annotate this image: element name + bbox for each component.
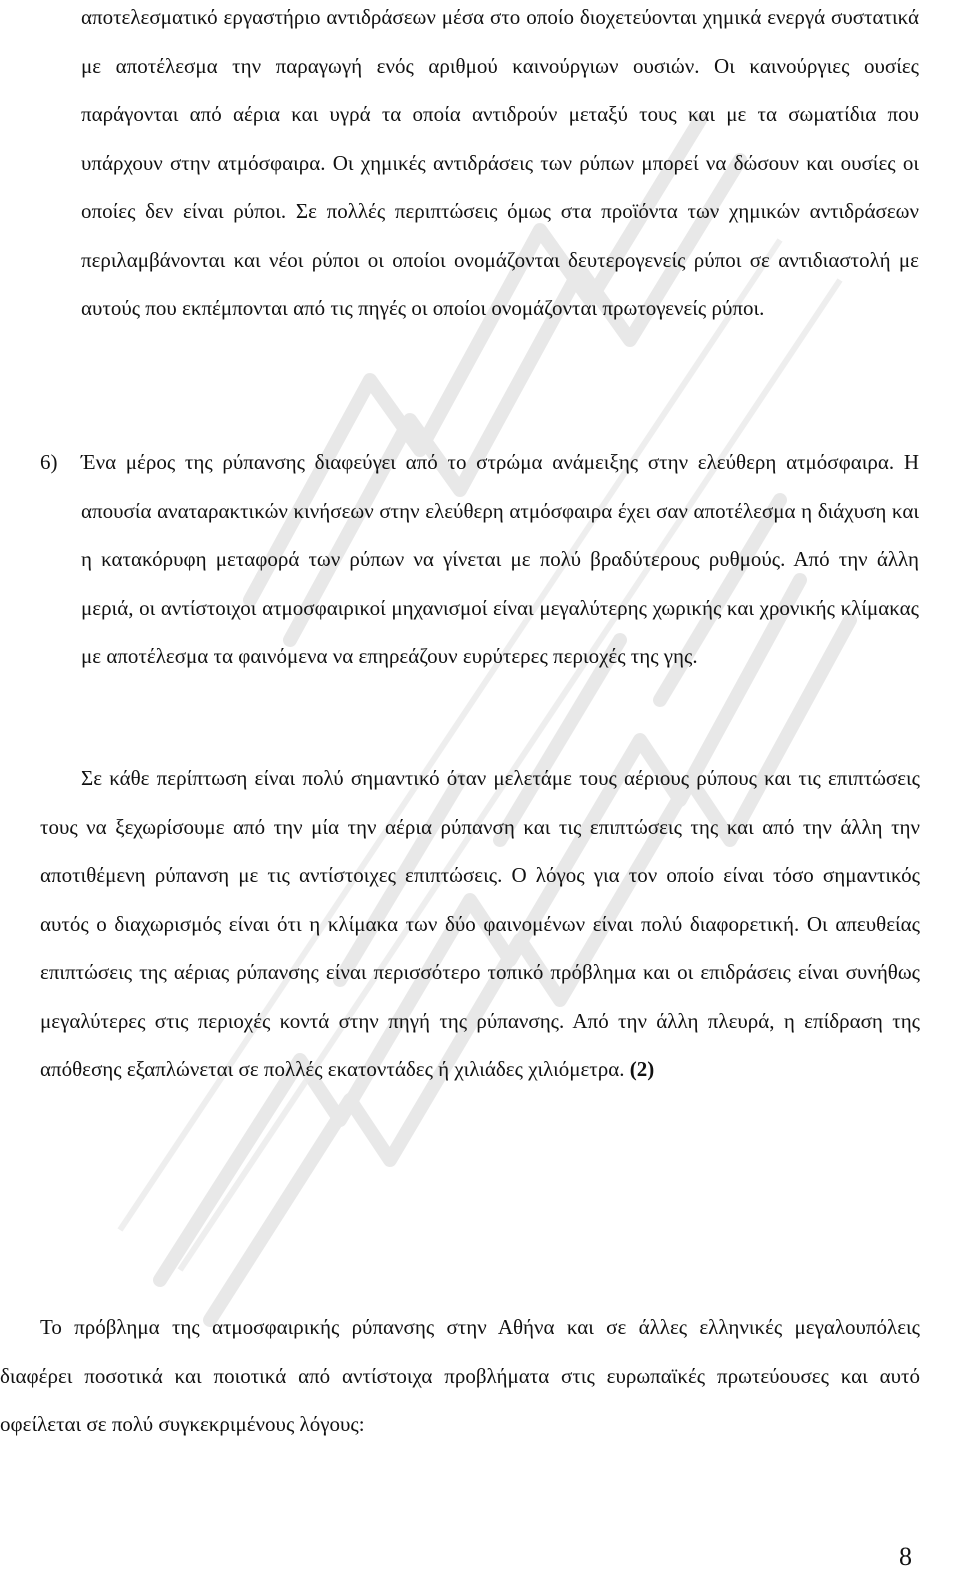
body-paragraph-3 (40, 754, 920, 1094)
reference-marker: (2) (629, 1057, 655, 1081)
list-item-6-text: Ένα μέρος της ρύπανσης διαφεύγει από το στρώμα ανάμειξης στην ελεύθερη ατμόσφαιρα. Η απουσία αναταρακτικών κινήσεων στην ελεύθερη ατμόσφαιρα έχει σαν αποτέλεσμα η διάχυση και η κατακόρυφη μεταφορά των ρύπων να γίνεται με πολύ βραδύτερους ρυθμούς. Από την άλλη μεριά, οι αντίστοιχοι ατμοσφαιρικοί μηχανισμοί είναι μεγαλύτερης χωρικής και χρονικής κλίμακας με αποτέλεσμα τα φαινόμενα να επηρεάζουν ευρύτερες περιοχές της γης. (81, 450, 919, 668)
body-paragraph-3-text: Σε κάθε περίπτωση είναι πολύ σημαντικό όταν μελετάμε τους αέριους ρύπους και τις επιπτώσεις τους να ξεχωρίσουμε από την μία την αέρια ρύπανση και τις επιπτώσεις της και από την άλλη την αποτιθέμενη ρύπανση με τις αντίστοιχες επιπτώσεις. Ο λόγος για τον οποίο είναι τόσο σημαντικός αυτός ο διαχωρισμός είναι ότι η κλίμακα των δύο φαινομένων είναι πολύ διαφορετική. Οι απευθείας επιπτώσεις της αέριας ρύπανσης είναι περισσότερο τοπικό πρόβλημα και οι επιδράσεις είναι συνήθως μεγαλύτερες στις περιοχές κοντά στην πηγή της ρύπανσης. Από την άλλη πλευρά, η επίδραση της απόθεσης εξαπλώνεται σε πολλές εκατοντάδες ή χιλιάδες χιλιόμετρα. (40, 766, 920, 1081)
list-item-number: 6) (40, 450, 58, 474)
body-paragraph-4: Το πρόβλημα της ατμοσφαιρικής ρύπανσης στην Αθήνα και σε άλλες ελληνικές μεγαλουπόλεις διαφέρει ποσοτικά και ποιοτικά από αντίστοιχα προβλήματα στις ευρωπαϊκές πρωτεύουσες και αυτό οφείλεται σε πολύ συγκεκριμένους λόγους: (0, 1315, 920, 1436)
page-number: 8 (899, 1542, 912, 1571)
body-paragraph-1: αποτελεσματικό εργαστήριο αντιδράσεων μέσα στο οποίο διοχετεύονται χημικά ενεργά συστατικά με αποτέλεσμα την παραγωγή ενός αριθμού καινούργιων ουσιών. Οι καινούργιες ουσίες παράγονται από αέρια και υγρά τα οποία αντιδρούν μεταξύ τους και με τα σωματίδια που υπάρχουν στην ατμόσφαιρα. Οι χημικές αντιδράσεις των ρύπων μπορεί να δώσουν και ουσίες οι οποίες δεν είναι ρύποι. Σε πολλές περιπτώσεις όμως στα προϊόντα των χημικών αντιδράσεων περιλαμβάνονται και νέοι ρύποι οι οποίοι ονομάζονται δευτερογενείς ρύποι σε αντιδιαστολή με αυτούς που εκπέμπονται από τις πηγές οι οποίοι ονομάζονται πρωτογενείς ρύποι. (81, 5, 919, 320)
